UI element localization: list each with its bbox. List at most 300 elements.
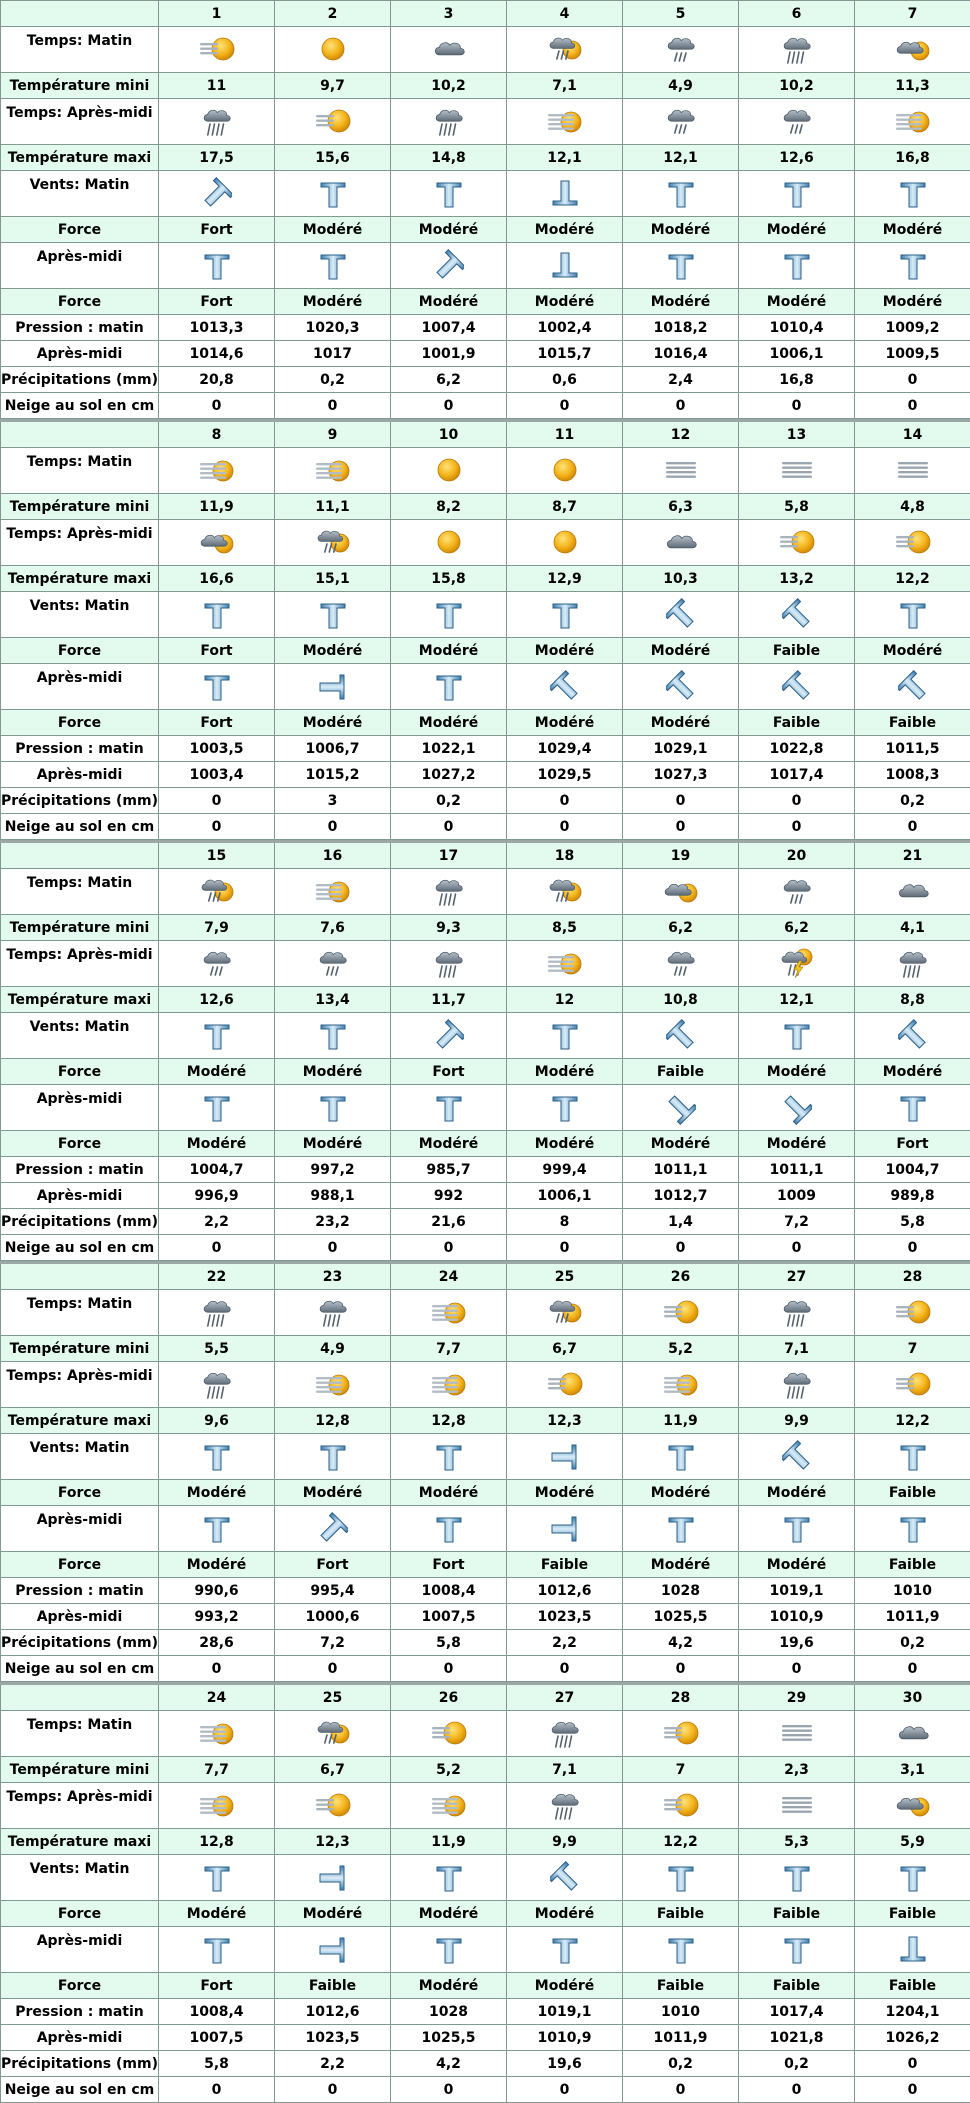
wind-pm-cell [275,1927,391,1973]
weather-pm-cell [159,941,275,987]
wind-e-arrow-icon [318,1861,348,1895]
fog-icon [777,1790,817,1822]
day-number: 2 [275,1,391,27]
force-pm-value: Modéré [855,289,970,315]
precipitations-value: 0 [159,788,275,814]
row-days [1,1,970,27]
pression-matin-value: 1003,5 [159,736,275,762]
row-temp-min [1,1336,970,1362]
row-label: Force [1,1059,159,1085]
pression-matin-value: 1006,7 [275,736,391,762]
neige-value: 0 [507,393,623,419]
row-label: Après-midi [1,2025,159,2051]
row-label: Précipitations (mm) [1,788,159,814]
wind-n-arrow-icon [202,249,232,283]
row-label: Vents: Matin [1,1013,159,1059]
pression-pm-value: 1027,2 [391,762,507,788]
neige-value: 0 [159,1656,275,1682]
wind-am-cell [391,171,507,217]
weather-am-cell [855,869,970,915]
pression-matin-value: 1010,4 [739,315,855,341]
temp-min-value: 7,1 [739,1336,855,1362]
force-am-value: Faible [623,1059,739,1085]
row-precipitations [1,367,970,393]
row-label: Neige au sol en cm [1,814,159,840]
precipitations-value: 4,2 [623,1630,739,1656]
row-label: Vents: Matin [1,1434,159,1480]
day-number: 14 [855,421,970,448]
force-pm-value: Modéré [275,289,391,315]
weather-pm-cell [855,941,970,987]
force-am-value: Modéré [855,638,970,664]
cloud-rain-heavy-icon [893,948,933,980]
precipitations-value: 4,2 [391,2051,507,2077]
neige-value: 0 [507,814,623,840]
row-label: Température maxi [1,987,159,1013]
row-temp-max [1,1829,970,1855]
temp-max-value: 16,8 [855,145,970,171]
force-pm-value: Faible [739,710,855,736]
weather-am-cell [275,1711,391,1757]
row-temp-min [1,73,970,99]
row-label: Pression : matin [1,1999,159,2025]
wind-n-arrow-icon [434,1440,464,1474]
fog-sun-icon [429,1297,469,1329]
row-weather-pm [1,941,970,987]
weather-am-cell [275,448,391,494]
force-am-value: Fort [159,217,275,243]
temp-min-value: 5,2 [391,1757,507,1783]
weather-am-cell [507,869,623,915]
row-label: Temps: Matin [1,27,159,73]
force-pm-value: Faible [855,1552,970,1578]
row-wind-am [1,592,970,638]
neige-value: 0 [855,1656,970,1682]
row-label: Force [1,1480,159,1506]
wind-am-cell [159,171,275,217]
neige-value: 0 [739,1656,855,1682]
wind-am-cell [855,1434,970,1480]
wind-nw-arrow-icon [782,598,812,632]
wind-nw-arrow-icon [666,598,696,632]
wind-e-arrow-icon [550,1440,580,1474]
temp-max-value: 5,9 [855,1829,970,1855]
temp-max-value: 12,3 [275,1829,391,1855]
row-weather-am [1,448,970,494]
pression-pm-value: 1012,7 [623,1183,739,1209]
force-am-value: Modéré [855,1059,970,1085]
temp-min-value: 6,2 [623,915,739,941]
day-number: 27 [739,1263,855,1290]
pression-matin-value: 1019,1 [739,1578,855,1604]
fog-sun-icon [429,1790,469,1822]
weather-am-cell [159,1711,275,1757]
weather-am-cell [623,448,739,494]
force-pm-value: Modéré [623,710,739,736]
wind-pm-cell [391,243,507,289]
pression-pm-value: 1007,5 [391,1604,507,1630]
precipitations-value: 7,2 [275,1630,391,1656]
cloud-rain-heavy-icon [197,106,237,138]
precipitations-value: 19,6 [507,2051,623,2077]
wind-n-arrow-icon [202,1091,232,1125]
neige-value: 0 [507,2077,623,2103]
cloud-sun-icon [893,1790,933,1822]
force-am-value: Modéré [391,1480,507,1506]
day-number: 10 [391,421,507,448]
pression-pm-value: 1029,5 [507,762,623,788]
row-weather-am [1,27,970,73]
pression-matin-value: 1012,6 [275,1999,391,2025]
pression-pm-value: 1015,7 [507,341,623,367]
wind-pm-cell [855,1085,970,1131]
pression-matin-value: 1007,4 [391,315,507,341]
row-weather-am [1,1290,970,1336]
wind-am-cell [159,592,275,638]
row-label: Température maxi [1,1829,159,1855]
force-pm-value: Modéré [275,710,391,736]
wind-ne-arrow-icon [434,1019,464,1053]
row-pression-pm [1,341,970,367]
weather-pm-cell [159,99,275,145]
pression-matin-value: 1028 [623,1578,739,1604]
wind-n-arrow-icon [898,1091,928,1125]
pression-pm-value: 1025,5 [623,1604,739,1630]
fog-sun-icon [893,106,933,138]
row-label: Après-midi [1,1604,159,1630]
force-am-value: Fort [159,638,275,664]
weather-am-cell [391,1290,507,1336]
pression-matin-value: 1029,4 [507,736,623,762]
wind-e-arrow-icon [550,1512,580,1546]
temp-max-value: 12,1 [623,145,739,171]
day-number: 15 [159,842,275,869]
wind-ne-arrow-icon [318,1512,348,1546]
temp-max-value: 17,5 [159,145,275,171]
row-wind-am [1,1434,970,1480]
neige-value: 0 [391,1656,507,1682]
wind-nw-arrow-icon [666,1019,696,1053]
cloud-rain-sun-icon [545,1297,585,1329]
wind-pm-cell [159,1927,275,1973]
day-number: 26 [391,1684,507,1711]
temp-min-value: 9,7 [275,73,391,99]
precipitations-value: 0 [507,788,623,814]
temp-max-value: 5,3 [739,1829,855,1855]
fog-sun-icon [545,948,585,980]
cloud-rain-icon [661,106,701,138]
wind-s-arrow-icon [550,177,580,211]
temp-max-value: 11,9 [391,1829,507,1855]
row-pression-matin [1,736,970,762]
row-weather-pm [1,99,970,145]
row-label: Force [1,710,159,736]
temp-min-value: 11 [159,73,275,99]
pression-pm-value: 1017,4 [739,762,855,788]
sun-icon [429,455,469,487]
row-precipitations [1,1209,970,1235]
temp-min-value: 7,1 [507,1757,623,1783]
pression-pm-value: 1010,9 [507,2025,623,2051]
wind-n-arrow-icon [898,177,928,211]
cloud-rain-sun-icon [313,527,353,559]
wind-pm-cell [275,1085,391,1131]
row-label: Temps: Après-midi [1,1783,159,1829]
row-weather-pm [1,1362,970,1408]
day-number: 4 [507,1,623,27]
day-number: 16 [275,842,391,869]
cloud-rain-heavy-icon [777,34,817,66]
temp-max-value: 12,2 [623,1829,739,1855]
wind-n-arrow-icon [898,249,928,283]
cloud-rain-heavy-icon [429,106,469,138]
row-label: Température mini [1,1336,159,1362]
row-force-pm [1,710,970,736]
wind-pm-cell [855,664,970,710]
force-pm-value: Modéré [507,710,623,736]
row-wind-pm [1,664,970,710]
wind-n-arrow-icon [666,177,696,211]
fog-sun-icon [313,876,353,908]
temp-max-value: 9,6 [159,1408,275,1434]
pression-pm-value: 1014,6 [159,341,275,367]
force-pm-value: Fort [391,1552,507,1578]
temp-max-value: 15,1 [275,566,391,592]
row-label: Neige au sol en cm [1,393,159,419]
weather-pm-cell [275,1783,391,1829]
precipitations-value: 0,2 [855,788,970,814]
week-table [0,419,970,840]
temp-min-value: 7,9 [159,915,275,941]
row-temp-max [1,987,970,1013]
wind-n-arrow-icon [202,1019,232,1053]
neige-value: 0 [855,393,970,419]
wind-nw-arrow-icon [666,670,696,704]
wind-am-cell [507,1434,623,1480]
weather-pm-cell [275,520,391,566]
row-label: Température maxi [1,1408,159,1434]
day-number: 28 [855,1263,970,1290]
day-number: 13 [739,421,855,448]
row-label: Temps: Matin [1,448,159,494]
wind-am-cell [159,1855,275,1901]
cloud-rain-heavy-icon [313,1297,353,1329]
temp-min-value: 4,9 [623,73,739,99]
weather-am-cell [739,869,855,915]
precipitations-value: 2,2 [507,1630,623,1656]
wind-n-arrow-icon [550,598,580,632]
cloud-rain-icon [777,106,817,138]
row-label: Pression : matin [1,1157,159,1183]
row-label: Temps: Après-midi [1,520,159,566]
precipitations-value: 5,8 [159,2051,275,2077]
pression-pm-value: 1027,3 [623,762,739,788]
temp-min-value: 8,2 [391,494,507,520]
force-am-value: Modéré [623,638,739,664]
wind-pm-cell [623,664,739,710]
wind-n-arrow-icon [318,598,348,632]
force-am-value: Modéré [623,1480,739,1506]
pression-pm-value: 1003,4 [159,762,275,788]
precipitations-value: 1,4 [623,1209,739,1235]
wind-pm-cell [507,1927,623,1973]
pression-pm-value: 1008,3 [855,762,970,788]
wind-n-arrow-icon [782,1933,812,1967]
wind-am-cell [855,1013,970,1059]
pression-matin-value: 999,4 [507,1157,623,1183]
wind-pm-cell [159,1085,275,1131]
row-label: Précipitations (mm) [1,2051,159,2077]
weather-pm-cell [507,520,623,566]
neige-value: 0 [739,1235,855,1261]
wind-pm-cell [739,664,855,710]
temp-min-value: 4,1 [855,915,970,941]
day-number: 30 [855,1684,970,1711]
wind-pm-cell [507,243,623,289]
force-pm-value: Faible [507,1552,623,1578]
row-force-pm [1,289,970,315]
row-precipitations [1,788,970,814]
weather-am-cell [391,869,507,915]
row-neige [1,2077,970,2103]
wind-n-arrow-icon [550,1091,580,1125]
weather-pm-cell [507,941,623,987]
fog-sun-icon [429,1369,469,1401]
pression-matin-value: 1008,4 [391,1578,507,1604]
row-temp-min [1,1757,970,1783]
sun-fog-icon [429,1718,469,1750]
pression-matin-value: 1017,4 [739,1999,855,2025]
row-temp-max [1,145,970,171]
row-pression-matin [1,1999,970,2025]
sun-fog-icon [661,1718,701,1750]
row-label: Température maxi [1,145,159,171]
force-am-value: Modéré [275,638,391,664]
weather-am-cell [623,1711,739,1757]
corner-cell [1,1684,159,1711]
wind-pm-cell [391,1927,507,1973]
wind-s-arrow-icon [550,249,580,283]
day-number: 24 [159,1684,275,1711]
pression-pm-value: 1023,5 [275,2025,391,2051]
row-temp-min [1,915,970,941]
row-label: Force [1,217,159,243]
pression-pm-value: 1025,5 [391,2025,507,2051]
weather-am-cell [159,1290,275,1336]
pression-matin-value: 1011,5 [855,736,970,762]
sun-fog-icon [893,1369,933,1401]
pression-matin-value: 1029,1 [623,736,739,762]
pression-matin-value: 1019,1 [507,1999,623,2025]
row-neige [1,1235,970,1261]
sun-fog-icon [661,1297,701,1329]
neige-value: 0 [855,1235,970,1261]
weather-pm-cell [623,520,739,566]
wind-am-cell [623,1013,739,1059]
weather-pm-cell [159,1362,275,1408]
day-number: 29 [739,1684,855,1711]
wind-am-cell [855,171,970,217]
fog-sun-icon [313,1369,353,1401]
precipitations-value: 2,4 [623,367,739,393]
cloud-rain-heavy-icon [777,1369,817,1401]
precipitations-value: 0 [739,788,855,814]
week-table [0,0,970,419]
corner-cell [1,842,159,869]
row-label: Pression : matin [1,736,159,762]
temp-min-value: 11,3 [855,73,970,99]
row-label: Force [1,1973,159,1999]
pression-matin-value: 1004,7 [159,1157,275,1183]
pression-pm-value: 1011,9 [855,1604,970,1630]
row-label: Temps: Après-midi [1,1362,159,1408]
wind-n-arrow-icon [898,598,928,632]
row-force-am [1,1901,970,1927]
neige-value: 0 [275,393,391,419]
row-label: Précipitations (mm) [1,1209,159,1235]
weather-am-cell [855,1290,970,1336]
temp-max-value: 11,7 [391,987,507,1013]
pression-pm-value: 1011,9 [623,2025,739,2051]
temp-max-value: 11,9 [623,1408,739,1434]
wind-n-arrow-icon [318,177,348,211]
pression-matin-value: 995,4 [275,1578,391,1604]
precipitations-value: 0,2 [391,788,507,814]
wind-am-cell [507,592,623,638]
wind-nw-arrow-icon [782,670,812,704]
sun-icon [429,527,469,559]
force-am-value: Modéré [391,217,507,243]
wind-pm-cell [739,1927,855,1973]
pression-pm-value: 1009 [739,1183,855,1209]
row-label: Après-midi [1,1085,159,1131]
day-number: 28 [623,1684,739,1711]
pression-matin-value: 1009,2 [855,315,970,341]
row-label: Temps: Matin [1,1290,159,1336]
pression-pm-value: 1017 [275,341,391,367]
temp-max-value: 12,2 [855,1408,970,1434]
day-number: 23 [275,1263,391,1290]
row-label: Après-midi [1,762,159,788]
wind-pm-cell [391,1506,507,1552]
neige-value: 0 [507,1656,623,1682]
pression-matin-value: 1008,4 [159,1999,275,2025]
row-label: Neige au sol en cm [1,1235,159,1261]
row-days [1,421,970,448]
row-label: Température mini [1,494,159,520]
cloud-rain-heavy-icon [429,876,469,908]
weather-am-cell [275,27,391,73]
row-label: Temps: Matin [1,1711,159,1757]
wind-pm-cell [507,1506,623,1552]
wind-n-arrow-icon [550,1933,580,1967]
wind-n-arrow-icon [898,1861,928,1895]
weather-pm-cell [159,1783,275,1829]
row-wind-am [1,1855,970,1901]
precipitations-value: 5,8 [391,1630,507,1656]
wind-am-cell [507,1013,623,1059]
force-pm-value: Modéré [623,1552,739,1578]
wind-e-arrow-icon [318,1933,348,1967]
sun-fog-icon [545,1369,585,1401]
wind-am-cell [275,171,391,217]
precipitations-value: 0,2 [275,367,391,393]
temp-max-value: 12,9 [507,566,623,592]
day-number: 8 [159,421,275,448]
temp-min-value: 4,8 [855,494,970,520]
precipitations-value: 0,2 [623,2051,739,2077]
row-neige [1,1656,970,1682]
